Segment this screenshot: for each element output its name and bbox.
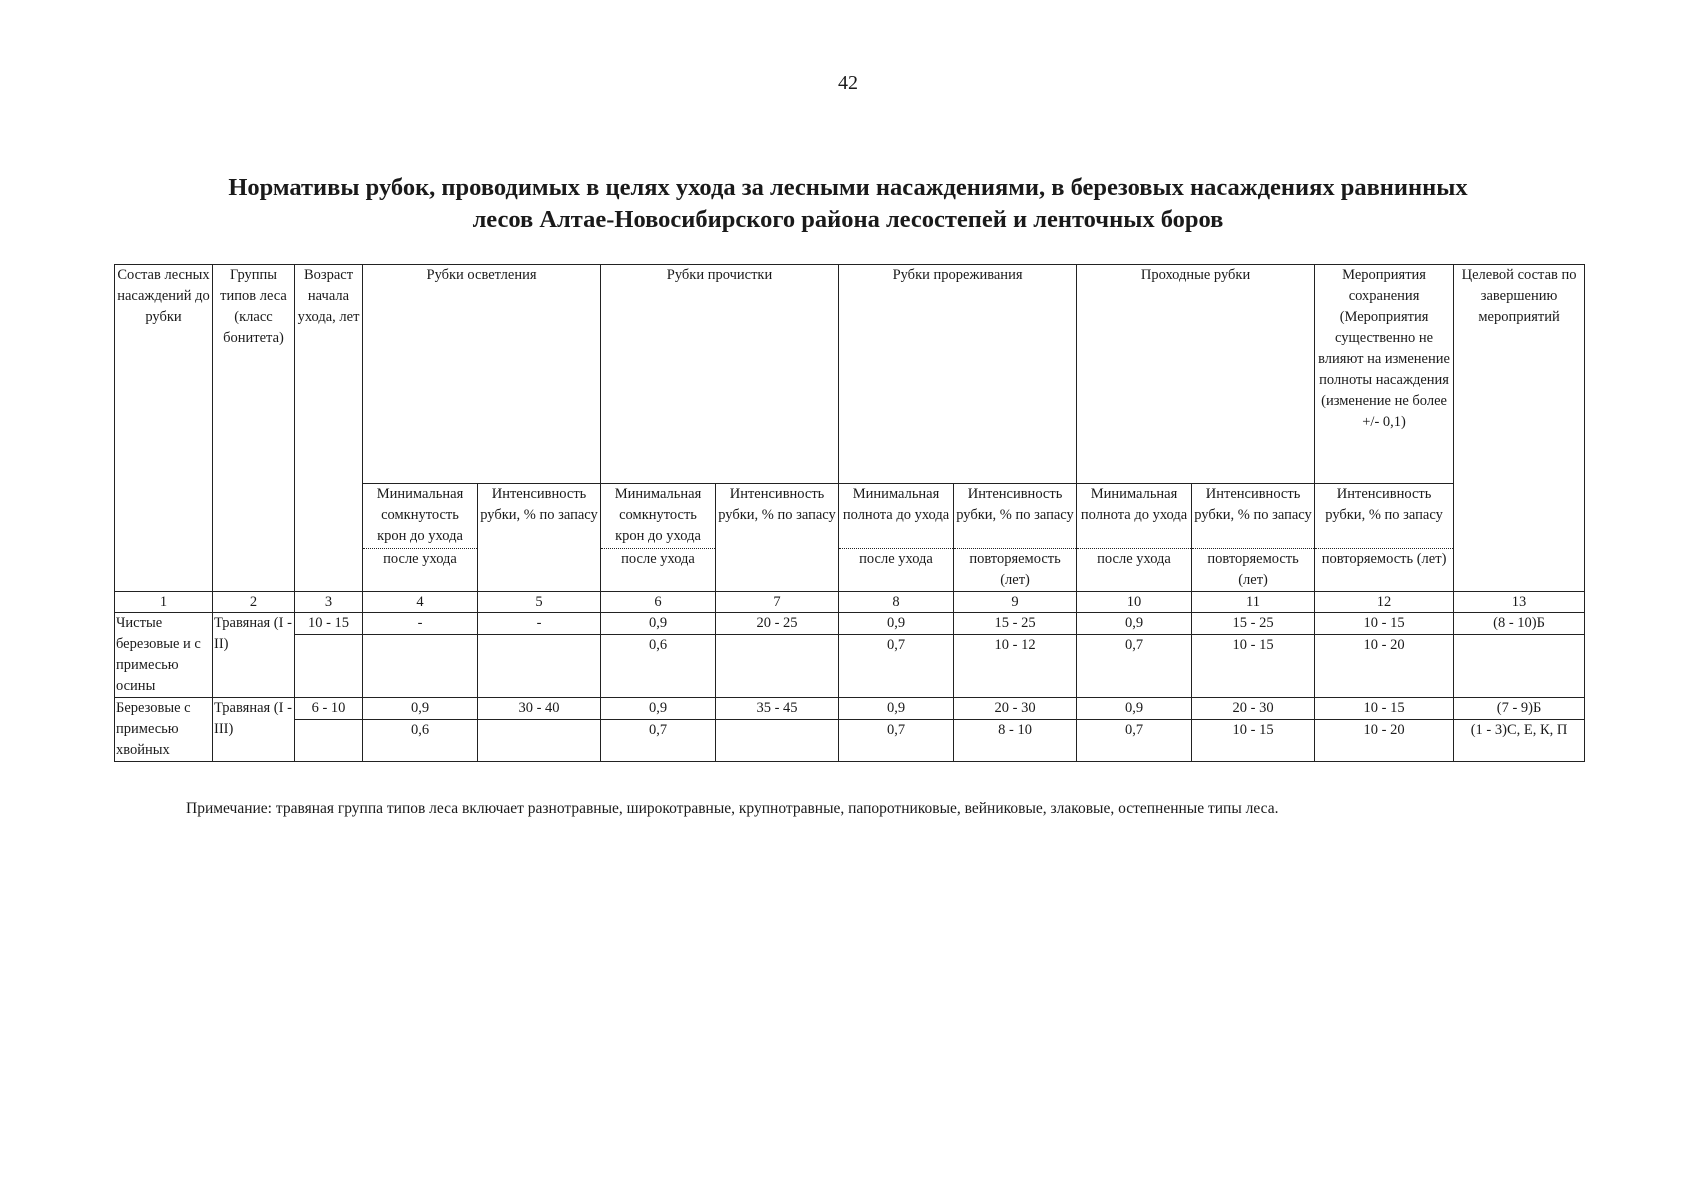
table-cell: 0,9 — [601, 613, 716, 635]
table-cell: - — [363, 613, 478, 635]
header-clearing-cuts: Рубки осветления — [363, 265, 601, 484]
subnote-9: повторяемость (лет) — [954, 549, 1077, 592]
column-number: 10 — [1077, 592, 1192, 613]
column-number: 4 — [363, 592, 478, 613]
table-cell: 30 - 40 — [478, 698, 601, 720]
table-cell: 0,7 — [839, 720, 954, 762]
age-cell — [295, 720, 363, 762]
column-number: 9 — [954, 592, 1077, 613]
table-cell: 0,9 — [601, 698, 716, 720]
subnote-4: после ухода — [363, 549, 478, 592]
table-cell: 10 - 15 — [1315, 698, 1454, 720]
age-cell — [295, 635, 363, 698]
table-cell: (7 - 9)Б — [1454, 698, 1585, 720]
column-number: 3 — [295, 592, 363, 613]
table-cell: (1 - 3)С, Е, К, П — [1454, 720, 1585, 762]
subheader-8: Минимальная полнота до ухода — [839, 484, 954, 549]
table-cell: 0,7 — [1077, 720, 1192, 762]
table-cell: 0,6 — [363, 720, 478, 762]
table-row — [115, 698, 1585, 720]
table-cell — [716, 635, 839, 698]
composition-cell: Чистые березовые и с примесью осины — [115, 613, 213, 698]
table-cell: 0,7 — [1077, 635, 1192, 698]
table-cell: 15 - 25 — [1192, 613, 1315, 635]
subnote-10: после ухода — [1077, 549, 1192, 592]
header-composition: Состав лесных насаждений до рубки — [115, 265, 213, 592]
table-cell: 10 - 15 — [1192, 635, 1315, 698]
age-cell: 6 - 10 — [295, 698, 363, 720]
table-cell: 10 - 12 — [954, 635, 1077, 698]
table-cell: - — [478, 613, 601, 635]
header-passage-cuts: Проходные рубки — [1077, 265, 1315, 484]
header-start-age: Возраст начала ухода, лет — [295, 265, 363, 592]
header-thinning-cuts: Рубки прореживания — [839, 265, 1077, 484]
column-number: 5 — [478, 592, 601, 613]
subheader-6: Минимальная сомкнутость крон до ухода — [601, 484, 716, 549]
subnote-6: после ухода — [601, 549, 716, 592]
table-cell: 0,9 — [839, 613, 954, 635]
column-number: 12 — [1315, 592, 1454, 613]
table-cell: 20 - 30 — [1192, 698, 1315, 720]
table-cell: 0,7 — [839, 635, 954, 698]
footnote: Примечание: травяная группа типов леса включает разнотравные, широкотравные, крупнотравные, папоротниковые, вейниковые, злаковые, остепненные типы леса. — [186, 800, 1279, 817]
table-cell: 10 - 20 — [1315, 635, 1454, 698]
forest-type-cell: Травяная (I - II) — [213, 613, 295, 698]
header-preservation: Мероприятия сохранения (Мероприятия существенно не влияют на изменение полноты насаждения (изменение не более +/- 0,1) — [1315, 265, 1454, 484]
table-cell: 20 - 30 — [954, 698, 1077, 720]
table-cell: 0,9 — [839, 698, 954, 720]
subheader-4: Минимальная сомкнутость крон до ухода — [363, 484, 478, 549]
subheader-12: Интенсивность рубки, % по запасу — [1315, 484, 1454, 549]
table-cell: 0,9 — [1077, 698, 1192, 720]
title-line-2: лесов Алтае-Новосибирского района лесостепей и ленточных боров — [472, 206, 1224, 233]
subheader-5: Интенсивность рубки, % по запасу — [478, 484, 601, 592]
header-forest-type: Группы типов леса (класс бонитета) — [213, 265, 295, 592]
table-cell: 0,9 — [1077, 613, 1192, 635]
header-row-groups — [115, 265, 1585, 484]
document-title — [110, 172, 1586, 236]
norms-table — [114, 264, 1585, 762]
column-number: 1 — [115, 592, 213, 613]
subheader-9: Интенсивность рубки, % по запасу — [954, 484, 1077, 549]
composition-cell: Березовые с примесью хвойных — [115, 698, 213, 762]
table-cell — [478, 720, 601, 762]
column-number: 7 — [716, 592, 839, 613]
subnote-12: повторяемость (лет) — [1315, 549, 1454, 592]
table-cell: 15 - 25 — [954, 613, 1077, 635]
column-number: 13 — [1454, 592, 1585, 613]
column-number-row — [115, 592, 1585, 613]
table-cell — [716, 720, 839, 762]
forest-type-cell: Травяная (I - III) — [213, 698, 295, 762]
column-number: 8 — [839, 592, 954, 613]
header-cleaning-cuts: Рубки прочистки — [601, 265, 839, 484]
table-cell: 8 - 10 — [954, 720, 1077, 762]
column-number: 11 — [1192, 592, 1315, 613]
subheader-10: Минимальная полнота до ухода — [1077, 484, 1192, 549]
column-number: 6 — [601, 592, 716, 613]
table-cell: 0,9 — [363, 698, 478, 720]
subnote-11: повторяемость (лет) — [1192, 549, 1315, 592]
age-cell: 10 - 15 — [295, 613, 363, 635]
column-number: 2 — [213, 592, 295, 613]
table-row — [115, 635, 1585, 698]
table-cell: 0,7 — [601, 720, 716, 762]
subnote-8: после ухода — [839, 549, 954, 592]
table-cell: 10 - 15 — [1315, 613, 1454, 635]
table-cell: (8 - 10)Б — [1454, 613, 1585, 635]
table-cell — [1454, 635, 1585, 698]
table-cell: 35 - 45 — [716, 698, 839, 720]
table-cell — [363, 635, 478, 698]
table-cell: 10 - 20 — [1315, 720, 1454, 762]
table-cell — [478, 635, 601, 698]
table-row — [115, 613, 1585, 635]
page-number: 42 — [838, 72, 858, 94]
table-cell: 20 - 25 — [716, 613, 839, 635]
table-cell: 10 - 15 — [1192, 720, 1315, 762]
table-cell: 0,6 — [601, 635, 716, 698]
header-target-composition: Целевой состав по завершению мероприятий — [1454, 265, 1585, 592]
subheader-7: Интенсивность рубки, % по запасу — [716, 484, 839, 592]
table-row — [115, 720, 1585, 762]
title-line-1: Нормативы рубок, проводимых в целях ухода за лесными насаждениями, в березовых насаждениях равнинных — [228, 174, 1468, 201]
subheader-11: Интенсивность рубки, % по запасу — [1192, 484, 1315, 549]
